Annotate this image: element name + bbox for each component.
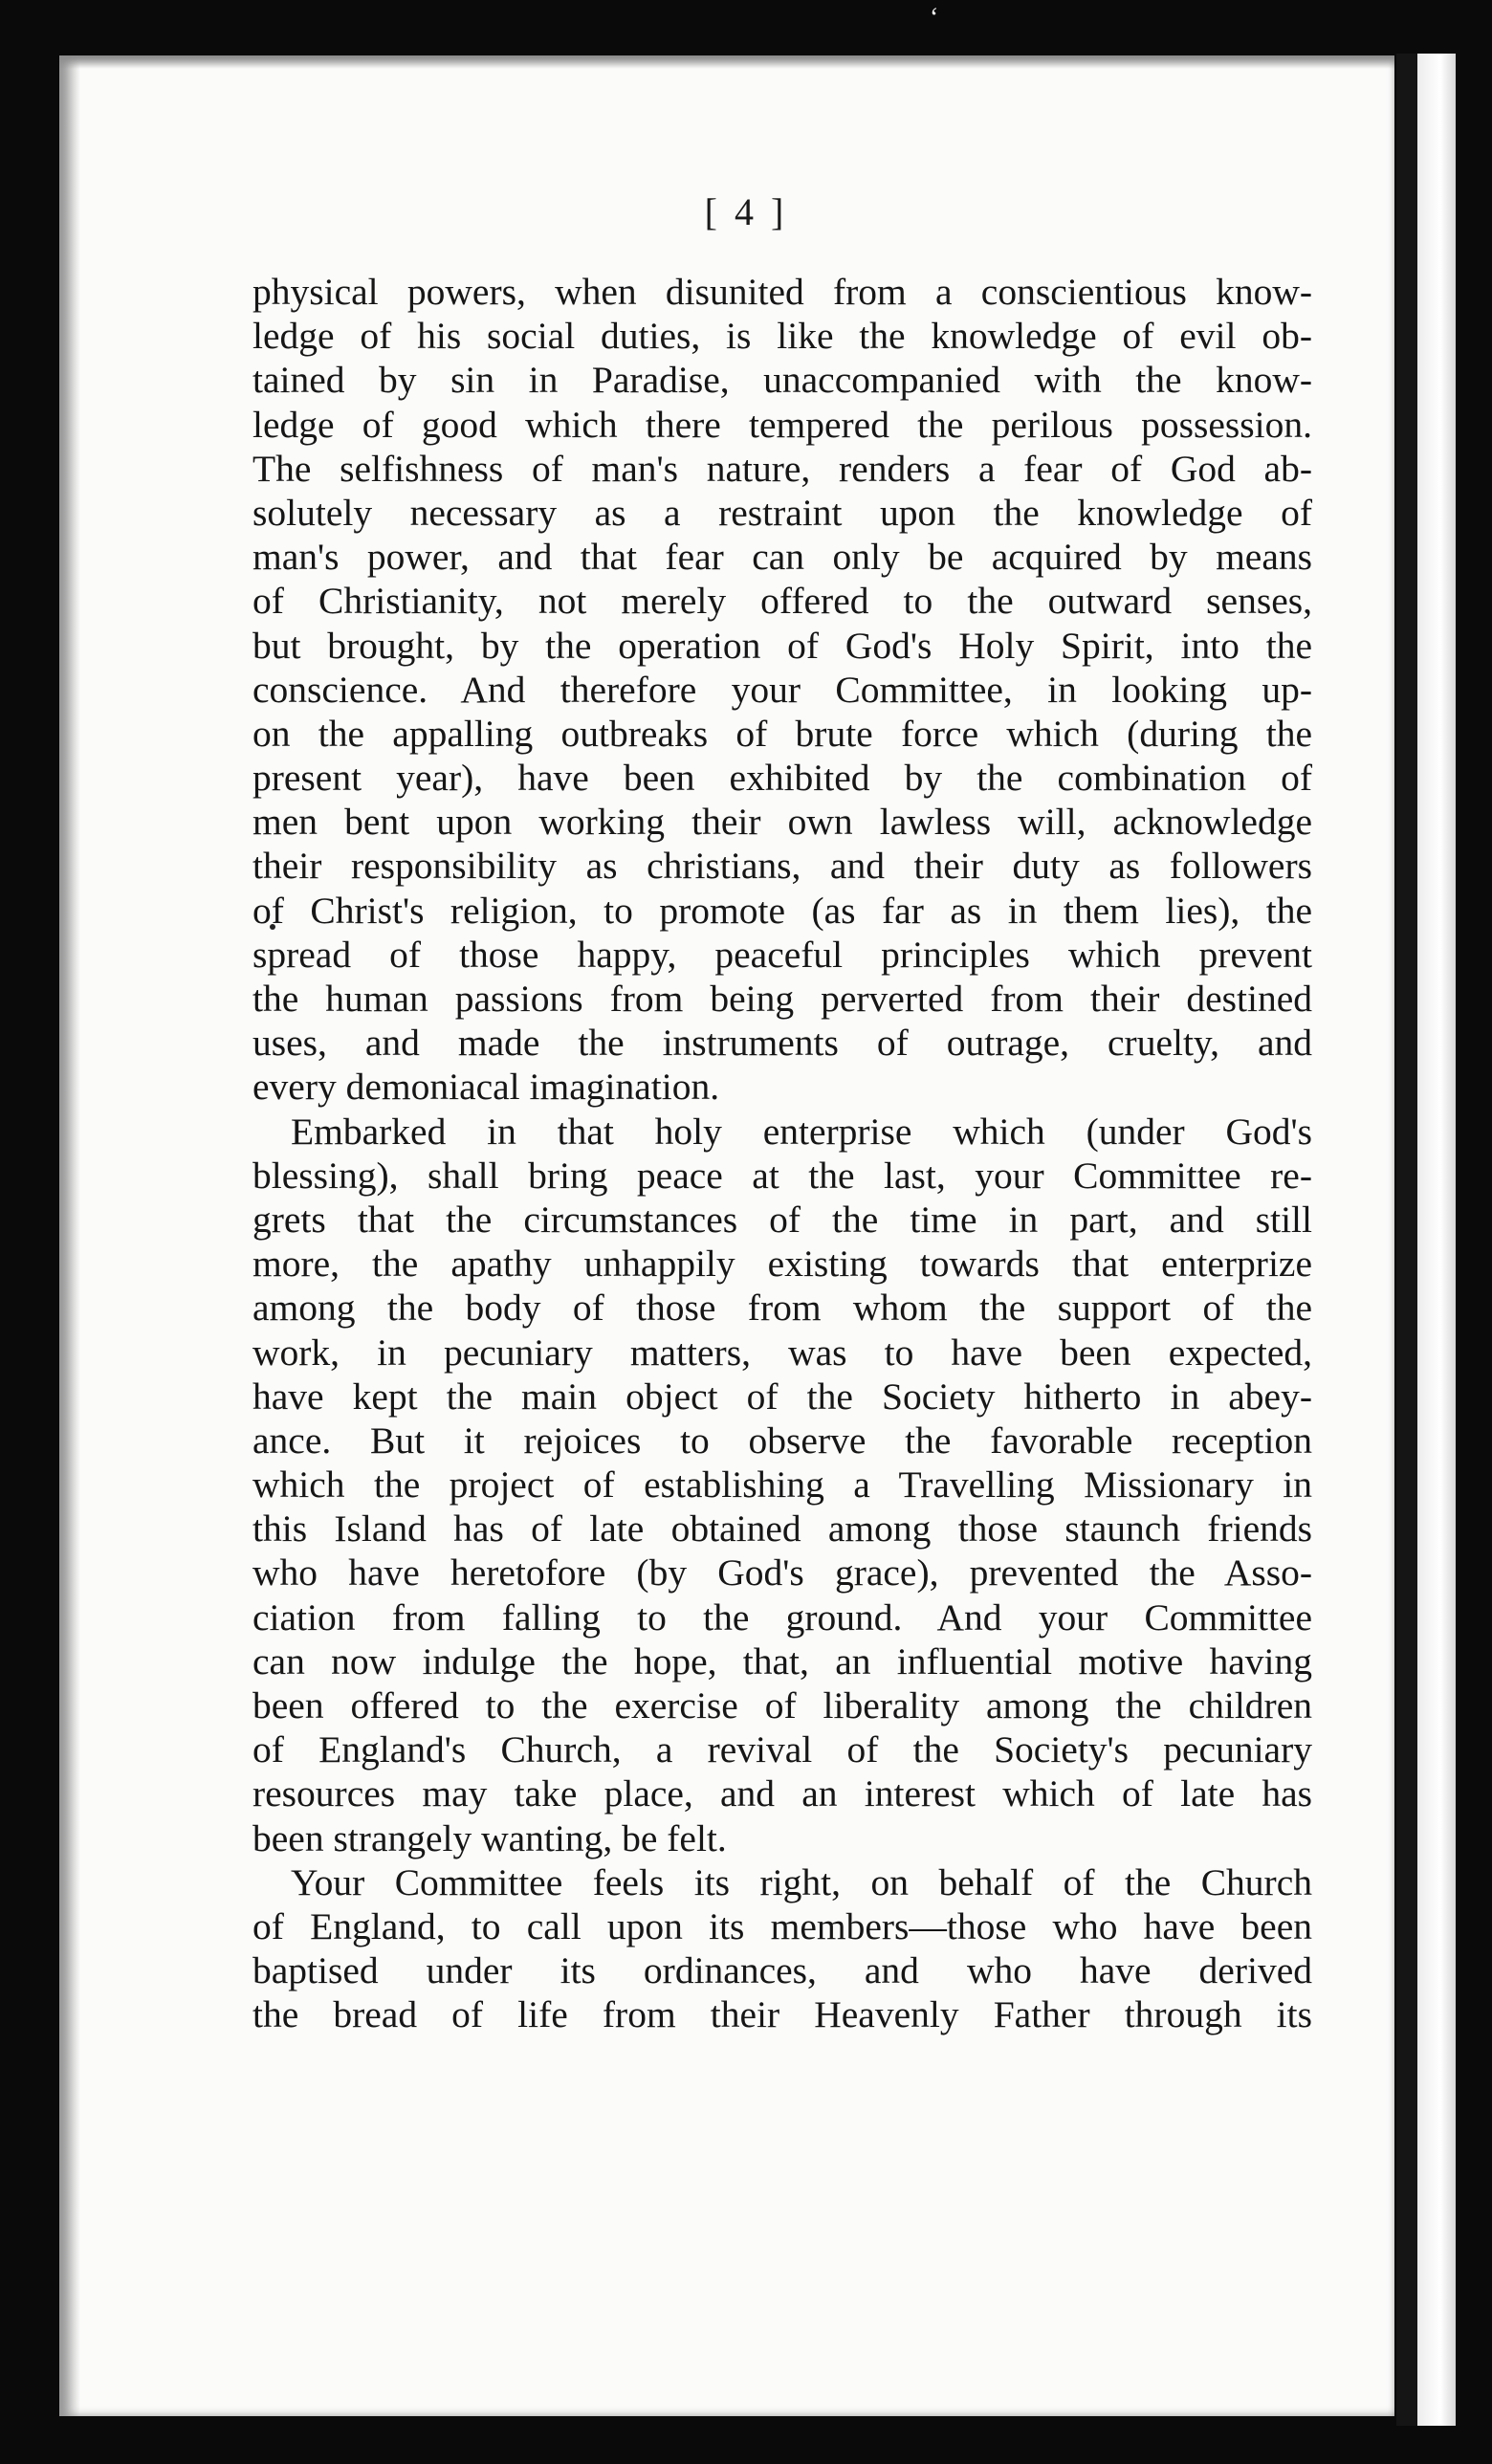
text-line: spread of those happy, peaceful principles which prevent	[252, 933, 1312, 976]
text-line: work, in pecuniary matters, was to have been expected,	[252, 1331, 1312, 1374]
text-line: ciation from falling to the ground. And your Committee	[252, 1595, 1312, 1639]
text-line: present year), have been exhibited by the combination of	[252, 757, 1312, 800]
text-line: which the project of establishing a Travelling Missionary in	[252, 1463, 1312, 1507]
text-line: men bent upon working their own lawless will, acknowledge	[252, 801, 1312, 844]
text-line: The selfishness of man's nature, renders a fear of God ab-	[252, 447, 1312, 490]
facing-page-edge	[1417, 54, 1456, 2426]
text-line: been offered to the exercise of liberality among the children	[252, 1684, 1312, 1727]
text-line: man's power, and that fear can only be acquired by means	[252, 536, 1312, 579]
text-line: of England, to call upon its members—those who have been	[252, 1904, 1312, 1947]
text-line: resources may take place, and an interest which of late has	[252, 1772, 1312, 1815]
text-line: who have heretofore (by God's grace), prevented the Asso-	[252, 1551, 1312, 1595]
page-shadow-left	[59, 55, 80, 2416]
page-number: [ 4 ]	[704, 190, 788, 233]
text-line: of Christianity, not merely offered to the outward senses,	[252, 580, 1312, 623]
text-line: their responsibility as christians, and their duty as followers	[252, 845, 1312, 888]
scan-speck: ʻ	[930, 3, 939, 33]
binding-shadow	[1396, 54, 1417, 2426]
text-line: the human passions from being perverted from their destined	[252, 978, 1312, 1020]
text-line: the bread of life from their Heavenly Father through its	[252, 1993, 1312, 2036]
text-line: of England's Church, a revival of the Society's pecuniary	[252, 1728, 1312, 1771]
text-line: ledge of his social duties, is like the knowledge of evil ob-	[252, 315, 1312, 358]
text-line: ance. But it rejoices to observe the favorable reception	[252, 1419, 1312, 1462]
page-shadow-top	[59, 55, 1394, 69]
text-line: grets that the circumstances of the time in part, and still	[252, 1198, 1312, 1241]
paragraph-end-line: every demoniacal imagination.	[252, 1066, 720, 1109]
text-line: solutely necessary as a restraint upon the knowledge of	[252, 491, 1312, 534]
paragraph-end-line: been strangely wanting, be felt.	[252, 1816, 727, 1859]
paragraph-first-line: Your Committee feels its right, on behalf of the Church	[291, 1860, 1312, 1903]
text-line: blessing), shall bring peace at the last, your Committee re-	[252, 1154, 1312, 1197]
text-line: baptised under its ordinances, and who have derived	[252, 1949, 1312, 1992]
text-line: among the body of those from whom the support of the	[252, 1287, 1312, 1330]
text-line: ledge of good which there tempered the perilous possession.	[252, 403, 1312, 446]
text-line: but brought, by the operation of God's Holy Spirit, into the	[252, 624, 1312, 667]
text-line: can now indulge the hope, that, an influential motive having	[252, 1639, 1312, 1683]
text-line: conscience. And therefore your Committee, in looking up-	[252, 668, 1312, 711]
text-line: this Island has of late obtained among those staunch friends	[252, 1507, 1312, 1551]
text-line: tained by sin in Paradise, unaccompanied with the know-	[252, 359, 1312, 402]
text-line: physical powers, when disunited from a conscientious know-	[252, 271, 1312, 313]
text-line: on the appalling outbreaks of brute force which (during the	[252, 712, 1312, 755]
body-text	[252, 270, 1312, 2037]
text-line: more, the apathy unhappily existing towards that enterprize	[252, 1243, 1312, 1286]
text-line: have kept the main object of the Society hitherto in abey-	[252, 1375, 1312, 1418]
text-line: uses, and made the instruments of outrage, cruelty, and	[252, 1022, 1312, 1065]
paragraph-first-line: Embarked in that holy enterprise which (under God's	[291, 1110, 1312, 1153]
text-line: of Christ's religion, to promote (as far as in them lies), the	[252, 889, 1312, 932]
